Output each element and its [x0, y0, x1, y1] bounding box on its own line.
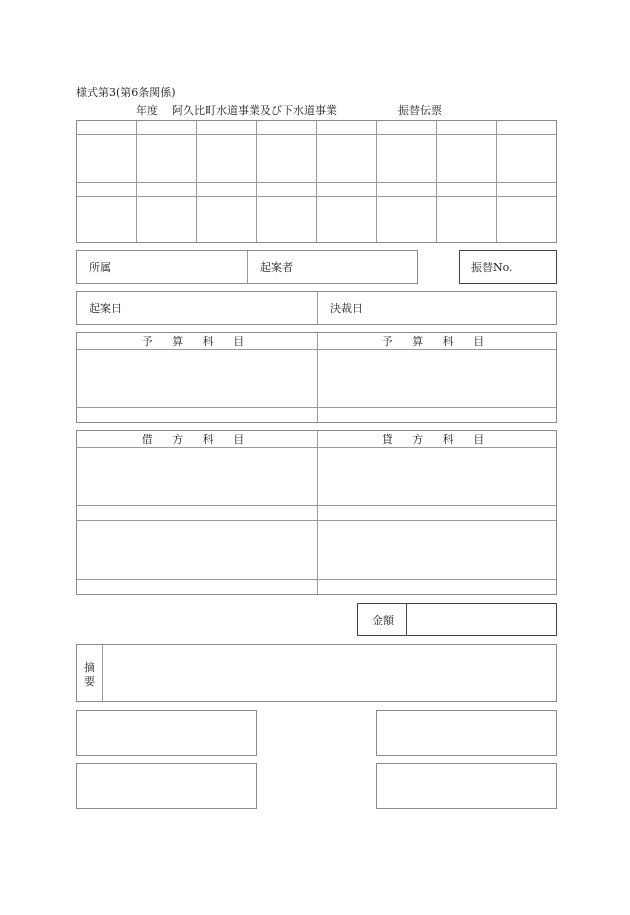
utility-name: 阿久比町水道事業及び下水道事業	[172, 104, 337, 117]
bottom-box-right-lower	[376, 763, 557, 809]
debit-header: 借 方 科 目	[141, 433, 253, 446]
budget-header-left: 予 算 科 目	[141, 335, 253, 348]
table-row-divider	[77, 447, 556, 448]
table-row-divider	[77, 505, 556, 506]
draft-date-label: 起案日	[89, 302, 122, 315]
box-divider	[406, 604, 407, 635]
stamp-col-divider	[196, 121, 197, 242]
table-row-divider	[77, 520, 556, 521]
amount-box	[357, 603, 557, 636]
box-divider	[247, 251, 248, 283]
bottom-box-right-upper	[376, 710, 557, 756]
table-row-divider	[77, 349, 556, 350]
table-row-divider	[77, 579, 556, 580]
stamp-col-divider	[376, 121, 377, 242]
stamp-col-divider	[136, 121, 137, 242]
drafter-label: 起案者	[260, 261, 293, 274]
affiliation-label: 所属	[89, 261, 111, 274]
debit-credit-table	[76, 430, 557, 595]
budget-items-table	[76, 332, 557, 423]
table-row-divider	[77, 407, 556, 408]
form-number: 様式第3(第6条関係)	[76, 86, 176, 99]
approval-stamp-grid	[76, 120, 557, 243]
transfer-no-box	[459, 250, 557, 284]
credit-header: 貸 方 科 目	[381, 433, 493, 446]
box-divider	[102, 645, 103, 701]
stamp-col-divider	[496, 121, 497, 242]
box-divider	[317, 292, 318, 324]
voucher-title: 振替伝票	[398, 104, 442, 117]
bottom-box-left-lower	[76, 763, 257, 809]
budget-header-right: 予 算 科 目	[381, 335, 493, 348]
amount-label: 金額	[372, 614, 394, 627]
table-col-divider	[317, 431, 318, 594]
fiscal-year-label: 年度	[136, 104, 158, 117]
summary-box	[76, 644, 557, 702]
stamp-col-divider	[436, 121, 437, 242]
approval-date-label: 決裁日	[330, 302, 363, 315]
stamp-col-divider	[316, 121, 317, 242]
date-box	[76, 291, 557, 325]
stamp-col-divider	[256, 121, 257, 242]
affiliation-drafter-box	[76, 250, 418, 284]
transfer-no-label: 振替No.	[471, 261, 513, 274]
summary-label: 摘要	[84, 661, 95, 688]
bottom-box-left-upper	[76, 710, 257, 756]
